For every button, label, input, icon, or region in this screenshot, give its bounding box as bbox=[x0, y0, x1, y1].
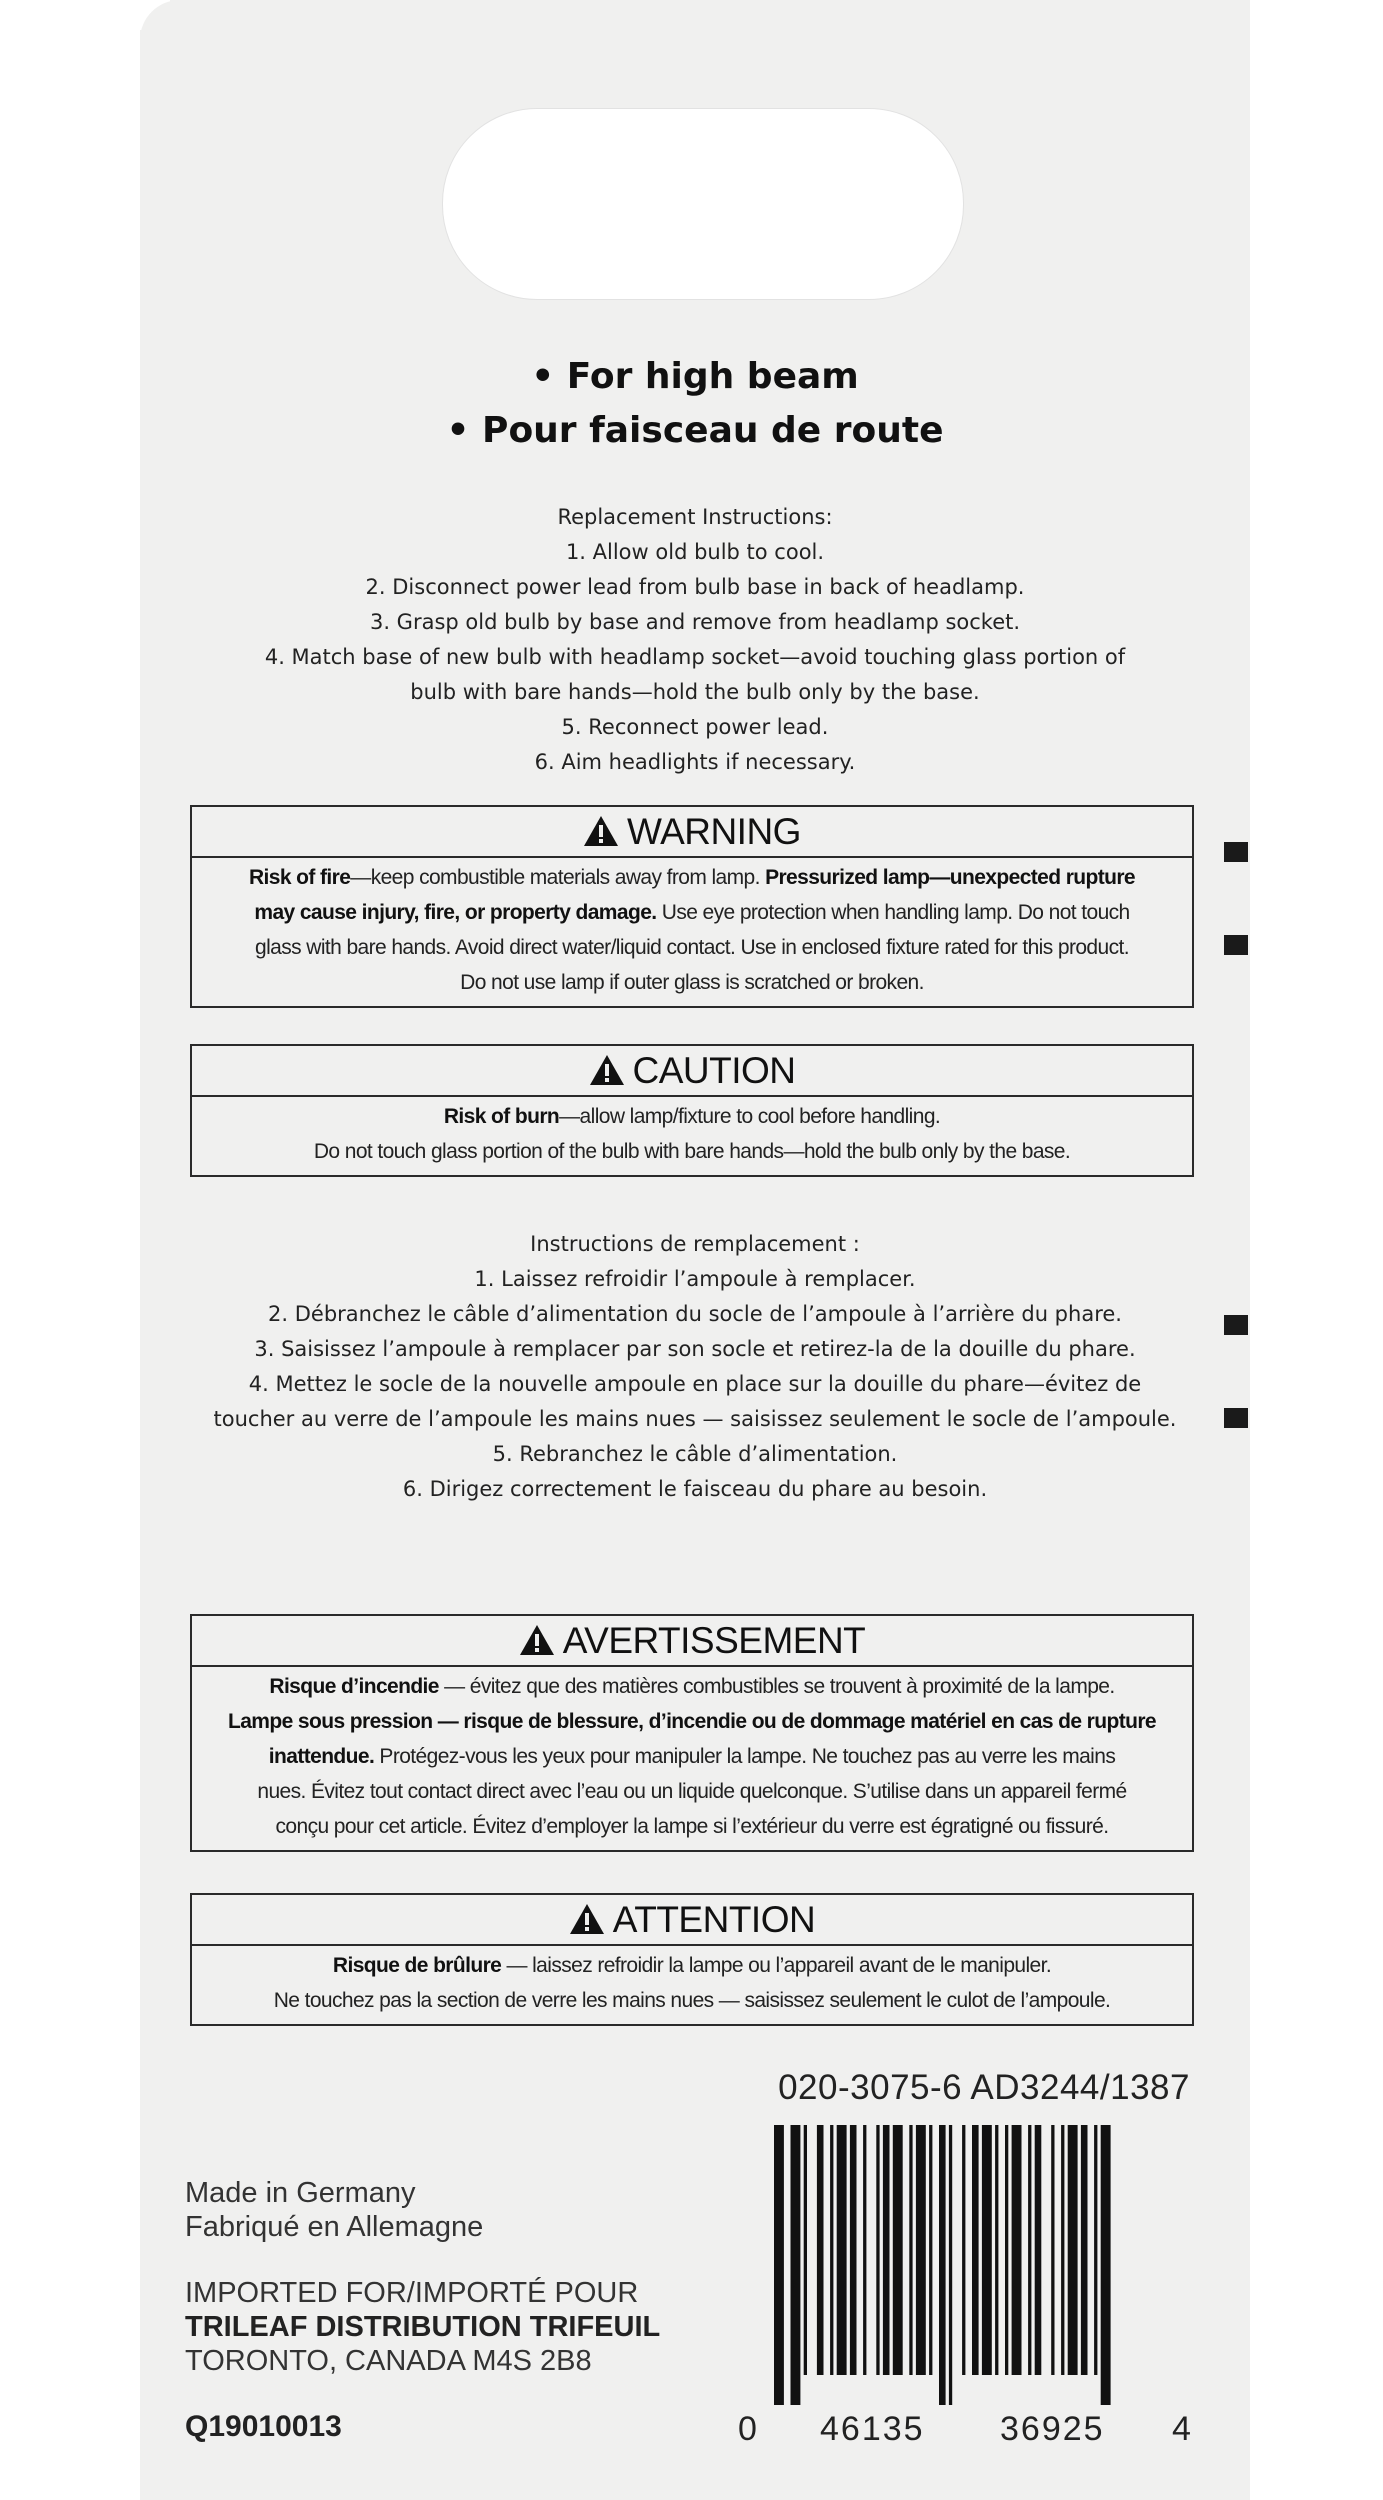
warning-triangle-icon bbox=[519, 1624, 555, 1656]
headline-fr: • Pour faisceau de route bbox=[446, 410, 944, 451]
instructions-fr bbox=[140, 1227, 1250, 1507]
barcode-bar bbox=[909, 2125, 912, 2375]
warning-box bbox=[190, 805, 1194, 1008]
instruction-line: 4. Mettez le socle de la nouvelle ampoule en place sur la douille du phare—évitez de bbox=[248, 1372, 1142, 1396]
instructions-en bbox=[140, 500, 1250, 780]
barcode-bar bbox=[972, 2125, 979, 2375]
caution-text: Risk of burn—allow lamp/fixture to cool before handling. Do not touch glass portion of the bulb with bare hands—hold the bulb only by the base. bbox=[313, 1105, 1071, 1163]
barcode-bar bbox=[995, 2125, 998, 2375]
instruction-line: 6. Aim headlights if necessary. bbox=[534, 750, 856, 774]
attention-title: ATTENTION bbox=[612, 1899, 816, 1940]
barcode-bar bbox=[1068, 2125, 1078, 2375]
barcode-bar bbox=[830, 2125, 833, 2375]
barcode-bar bbox=[982, 2125, 992, 2375]
barcode-bar bbox=[850, 2125, 857, 2375]
barcode-check-digit: 4 bbox=[1172, 2410, 1191, 2448]
importer bbox=[185, 2276, 660, 2378]
barcode-lead-digit: 0 bbox=[738, 2410, 757, 2448]
barcode-left-digits: 46135 bbox=[820, 2410, 925, 2448]
warning-triangle-icon bbox=[583, 815, 619, 847]
instruction-line: toucher au verre de l’ampoule les mains nues — saisissez seulement le socle de l’ampoule. bbox=[213, 1407, 1177, 1431]
barcode-bar bbox=[1005, 2125, 1008, 2375]
barcode-bar bbox=[1035, 2125, 1042, 2375]
attention-header bbox=[192, 1895, 1192, 1946]
warning-header bbox=[192, 807, 1192, 858]
barcode-right-digits: 36925 bbox=[1000, 2410, 1105, 2448]
barcode-bar bbox=[1094, 2125, 1097, 2375]
instruction-line: 3. Grasp old bulb by base and remove from headlamp socket. bbox=[369, 610, 1021, 634]
caution-box bbox=[190, 1044, 1194, 1177]
lot-number: Q19010013 bbox=[185, 2410, 342, 2443]
instruction-line: 5. Reconnect power lead. bbox=[561, 715, 829, 739]
warning-title: WARNING bbox=[627, 811, 801, 852]
importer-address: TORONTO, CANADA M4S 2B8 bbox=[185, 2345, 592, 2377]
caution-header bbox=[192, 1046, 1192, 1097]
barcode-bar bbox=[791, 2125, 801, 2405]
attention-box bbox=[190, 1893, 1194, 2026]
attention-text: Risque de brûlure — laissez refroidir la lampe ou l’appareil avant de le manipuler. Ne touchez pas la section de verre les mains nues — saisissez seulement le culot de l’ampoule. bbox=[273, 1954, 1111, 2012]
barcode-bar bbox=[1101, 2125, 1111, 2405]
avertissement-text: Risque d’incendie — évitez que des matières combustibles se trouvent à proximité de la lampe. Lampe sous pression — risque de blessure, d’incendie ou de dommage matériel en cas de rupture inattendue. Protégez-vous les yeux pour manipuler la lampe. Ne touchez pas au verre les mains nues. Évitez tout contact direct avec l’eau ou un liquide quelconque. S’utilise dans un appareil fermé conçu pour cet article. Évitez d’employer la lampe si l’extérieur du verre est égratigné ou fissuré. bbox=[228, 1675, 1156, 1838]
barcode-bar bbox=[817, 2125, 824, 2375]
edge-mark bbox=[1224, 935, 1248, 955]
barcode-bar bbox=[774, 2125, 784, 2405]
barcode-bar bbox=[1012, 2125, 1022, 2375]
hang-hole bbox=[442, 108, 964, 300]
barcode-bar bbox=[883, 2125, 890, 2375]
instructions-title: Replacement Instructions: bbox=[557, 505, 833, 529]
barcode-bar bbox=[1061, 2125, 1064, 2375]
warning-text: Risk of fire—keep combustible materials away from lamp. Pressurized lamp—unexpected rupture may cause injury, fire, or property damage. Use eye protection when handling lamp. Do not touch glass with bare hands. Avoid direct water/liquid contact. Use in enclosed fixture rated for this product. Do not use lamp if outer glass is scratched or broken. bbox=[248, 866, 1136, 994]
instruction-line: 2. Disconnect power lead from bulb base in back of headlamp. bbox=[365, 575, 1025, 599]
instruction-line: 3. Saisissez l’ampoule à remplacer par son socle et retirez-la de la douille du phare. bbox=[254, 1337, 1136, 1361]
importer-name: TRILEAF DISTRIBUTION TRIFEUIL bbox=[185, 2311, 661, 2343]
barcode-bar bbox=[837, 2125, 847, 2375]
avertissement-title: AVERTISSEMENT bbox=[562, 1620, 866, 1661]
barcode-bar bbox=[863, 2125, 866, 2375]
instruction-line: 6. Dirigez correctement le faisceau du phare au besoin. bbox=[402, 1477, 988, 1501]
barcode-bar bbox=[1081, 2125, 1088, 2375]
barcode bbox=[772, 2125, 1192, 2405]
caution-title: CAUTION bbox=[632, 1050, 796, 1091]
instruction-line: bulb with bare hands—hold the bulb only by the base. bbox=[410, 680, 980, 704]
caution-triangle-icon bbox=[589, 1054, 625, 1086]
avertissement-header bbox=[192, 1616, 1192, 1667]
avertissement-box bbox=[190, 1614, 1194, 1852]
caution-triangle-icon bbox=[569, 1903, 605, 1935]
product-code: 020-3075-6 AD3244/1387 bbox=[778, 2068, 1190, 2107]
edge-mark bbox=[1224, 842, 1248, 862]
instruction-line: 1. Allow old bulb to cool. bbox=[565, 540, 825, 564]
barcode-bar bbox=[962, 2125, 965, 2375]
barcode-bar bbox=[804, 2125, 807, 2375]
imported-for: IMPORTED FOR/IMPORTÉ POUR bbox=[185, 2277, 639, 2309]
barcode-bar bbox=[949, 2125, 952, 2405]
instruction-line: 1. Laissez refroidir l’ampoule à remplacer. bbox=[474, 1267, 916, 1291]
instruction-line: 2. Débranchez le câble d’alimentation du socle de l’ampoule à l’arrière du phare. bbox=[268, 1302, 1122, 1326]
made-in-en: Made in Germany bbox=[185, 2177, 416, 2209]
made-in-fr: Fabriqué en Allemagne bbox=[185, 2211, 484, 2243]
barcode-bar bbox=[893, 2125, 903, 2375]
instructions-title: Instructions de remplacement : bbox=[530, 1232, 860, 1256]
instruction-line: 5. Rebranchez le câble d’alimentation. bbox=[492, 1442, 898, 1466]
barcode-bar bbox=[1051, 2125, 1054, 2375]
barcode-bar bbox=[876, 2125, 879, 2375]
headline-en: • For high beam bbox=[531, 356, 859, 397]
barcode-bar bbox=[1028, 2125, 1031, 2375]
barcode-bar bbox=[916, 2125, 926, 2375]
instruction-line: 4. Match base of new bulb with headlamp socket—avoid touching glass portion of bbox=[264, 645, 1126, 669]
made-in bbox=[185, 2176, 483, 2244]
barcode-bar bbox=[939, 2125, 946, 2405]
barcode-bar bbox=[929, 2125, 932, 2375]
